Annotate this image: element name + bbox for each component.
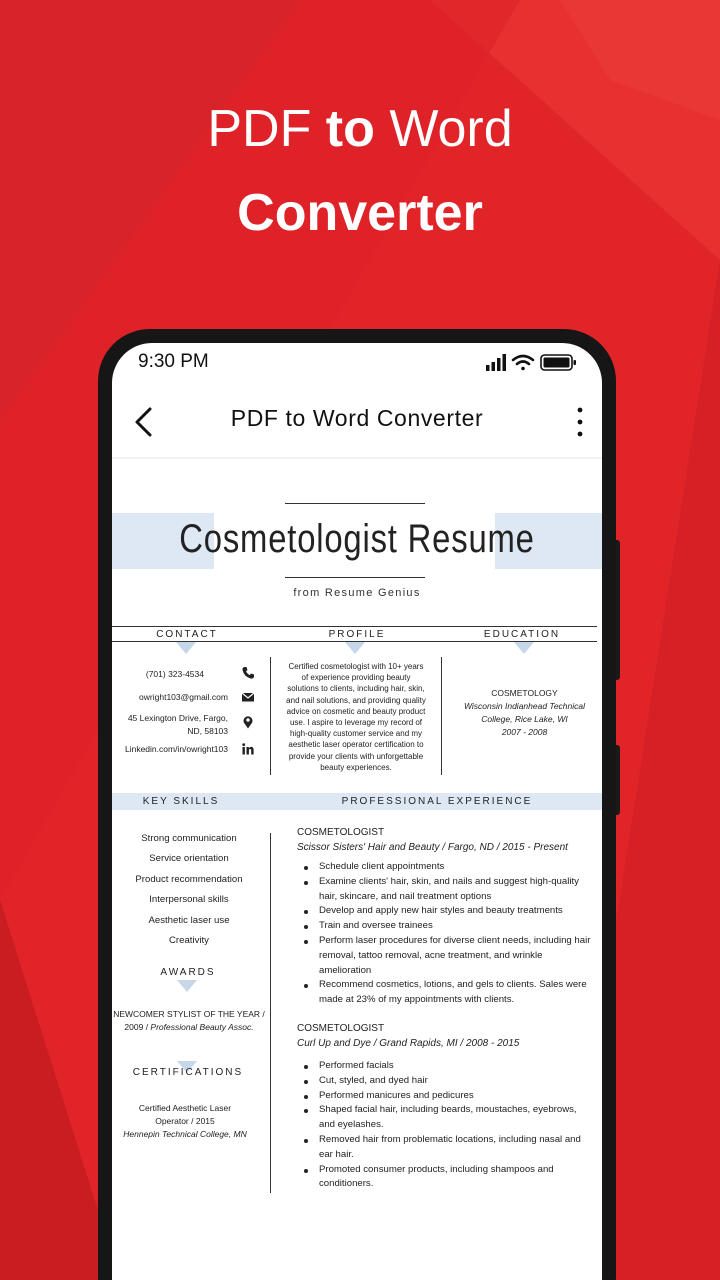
app-bar [112, 387, 602, 459]
linkedin-icon [241, 742, 255, 756]
job1-place: Scissor Sisters' Hair and Beauty / Fargo, ND / 2015 - Present [297, 842, 568, 853]
contact-address-line1: 45 Lexington Drive, Fargo, [127, 713, 228, 723]
location-pin-icon [241, 715, 255, 729]
status-bar [112, 343, 602, 383]
certification-text: Certified Aesthetic Laser Operator / 2015 Hennepin Technical College, MN [123, 1103, 247, 1139]
section-professional-experience: PROFESSIONAL EXPERIENCE [341, 796, 533, 807]
job2-place: Curl Up and Dye / Grand Rapids, MI / 2008 - 2015 [297, 1038, 520, 1049]
section-profile: PROFILE [328, 629, 386, 640]
hero-title-line1: PDF to Word [207, 100, 513, 158]
job1-bullets [297, 860, 597, 1008]
name-bottom-rule [285, 577, 425, 578]
more-vertical-icon[interactable] [570, 405, 590, 439]
job1-title: COSMETOLOGIST [297, 827, 385, 838]
section-certifications: CERTIFICATIONS [132, 1067, 244, 1078]
contact-triangle [176, 642, 196, 654]
resume-subtitle: from Resume Genius [293, 587, 421, 599]
list-item: Schedule client appointments [297, 860, 597, 875]
list-item: Removed hair from problematic locations, including nasal and ear hair. [297, 1133, 597, 1163]
job2-bullets [297, 1059, 597, 1192]
skill-item: Service orientation [149, 853, 229, 865]
header-rule-top [112, 626, 597, 627]
resume-name: Cosmetologist Resume [179, 517, 535, 561]
list-item: Perform laser procedures for diverse client needs, including hair removal, tattoo removal, acne treatment, and wrinkle amelioration [297, 934, 597, 978]
award-text: NEWCOMER STYLIST OF THE YEAR / 2009 / Professional Beauty Assoc. [113, 1009, 265, 1032]
list-item: Performed manicures and pedicures [297, 1089, 597, 1104]
skills-list [112, 829, 266, 951]
mail-icon [241, 690, 255, 704]
job2-title: COSMETOLOGIST [297, 1023, 385, 1034]
contact-phone: (701) 323-4534 [145, 669, 204, 679]
list-item: Promoted consumer products, including shampoos and conditioners. [297, 1163, 597, 1193]
section-awards: AWARDS [160, 967, 216, 978]
skill-item: Aesthetic laser use [148, 914, 230, 926]
status-time: 9:30 PM [138, 351, 209, 372]
skill-item: Product recommendation [135, 873, 243, 885]
status-icons [486, 353, 578, 378]
section-key-skills: KEY SKILLS [142, 796, 220, 807]
phone-screen [112, 343, 602, 1280]
list-item: Examine clients' hair, skin, and nails and suggest high-quality hair, skincare, and nail treatment options [297, 875, 597, 905]
contact-linkedin: Linkedin.com/in/owright103 [124, 744, 228, 754]
list-item: Cut, styled, and dyed hair [297, 1074, 597, 1089]
contact-divider [270, 657, 271, 775]
list-item: Train and oversee trainees [297, 919, 597, 934]
signal-icon [486, 354, 506, 371]
wifi-icon [513, 356, 533, 370]
list-item: Performed facials [297, 1059, 597, 1074]
profile-triangle [345, 642, 365, 654]
battery-icon [541, 355, 576, 370]
resume-document[interactable] [112, 461, 602, 1280]
hero-title-line2: Converter [237, 184, 483, 242]
awards-triangle [177, 980, 197, 992]
name-top-rule [285, 503, 425, 504]
phone-icon [241, 666, 255, 680]
list-item: Develop and apply new hair styles and beauty treatments [297, 904, 597, 919]
profile-divider [441, 657, 442, 775]
section-education: EDUCATION [483, 629, 561, 640]
contact-address-line2: ND, 58103 [187, 726, 228, 736]
skill-item: Creativity [169, 935, 209, 947]
list-item: Recommend cosmetics, lotions, and gels to clients. Sales were made at 23% of my appointments with clients. [297, 978, 597, 1008]
contact-email: owright103@gmail.com [139, 692, 228, 702]
app-bar-title: PDF to Word Converter [230, 405, 484, 431]
skill-item: Strong communication [141, 833, 237, 844]
education-block: COSMETOLOGY Wisconsin Indianhead Technical College, Rice Lake, WI 2007 - 2008 [463, 688, 586, 737]
list-item: Shaped facial hair, including beards, moustaches, eyebrows, and eyelashes. [297, 1103, 597, 1133]
profile-text: Certified cosmetologist with 10+ years of experience providing beauty solutions to clients, including hair, skin, and nail solutions, and providing quality advice on cosmetic and beauty product use. I aspire to leverage my record of high-quality customer service and my aesthetic laser operator certification to provide your clients with unforgettable beauty experiences. [286, 662, 426, 772]
skill-item: Interpersonal skills [149, 894, 229, 906]
section-contact: CONTACT [156, 629, 218, 640]
education-triangle [514, 642, 534, 654]
skills-divider [270, 833, 271, 1193]
